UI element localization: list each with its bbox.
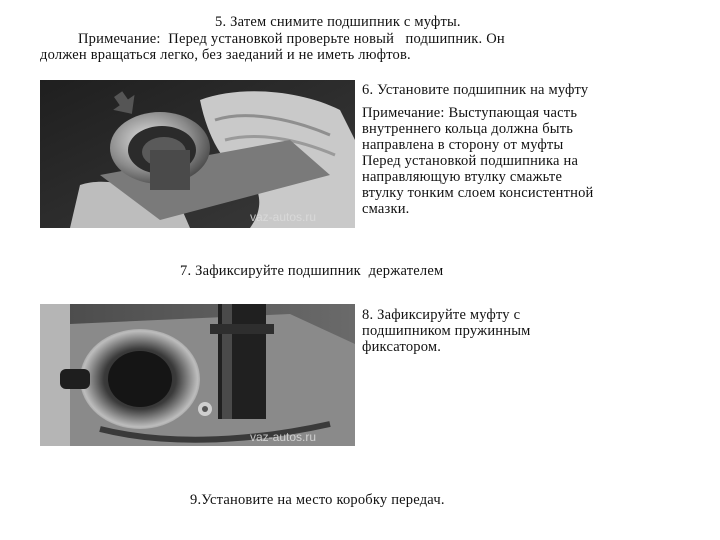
step8-line-3: фиксатором. — [362, 339, 442, 355]
step5-note-line1: Примечание: Перед установкой проверьте новый подшипник. Он — [78, 31, 505, 47]
step5-title: 5. Затем снимите подшипник с муфты. — [215, 14, 461, 30]
step6-note-line-3: направлена в сторону от муфты — [362, 137, 564, 153]
step8-line-2: подшипником пружинным — [362, 323, 531, 339]
step5-note-line2: должен вращаться легко, без заеданий и не иметь люфтов. — [40, 47, 411, 63]
step6-note-line-2: внутреннего кольца должна быть — [362, 121, 574, 137]
step6-note-line-5: направляющую втулку смажьте — [362, 169, 563, 185]
bearing-on-clutch-photo — [40, 80, 355, 228]
step6-note-line-7: смазки. — [362, 201, 410, 217]
photo2-watermark: vaz-autos.ru — [250, 430, 317, 444]
step8-line-1: 8. Зафиксируйте муфту с — [362, 307, 521, 323]
step6-note-line-6: втулку тонким слоем консистентной — [362, 185, 594, 201]
photo1-watermark: vaz-autos.ru — [250, 210, 317, 224]
clutch-spring-clip-photo — [40, 304, 355, 446]
step9-title: 9.Установите на место коробку передач. — [190, 492, 445, 508]
step6-title: 6. Установите подшипник на муфту — [362, 82, 589, 98]
step7-title: 7. Зафиксируйте подшипник держателем — [180, 263, 444, 279]
step6-note-line-1: Примечание: Выступающая часть — [362, 105, 578, 121]
step6-note-line-4: Перед установкой подшипника на — [362, 153, 579, 169]
